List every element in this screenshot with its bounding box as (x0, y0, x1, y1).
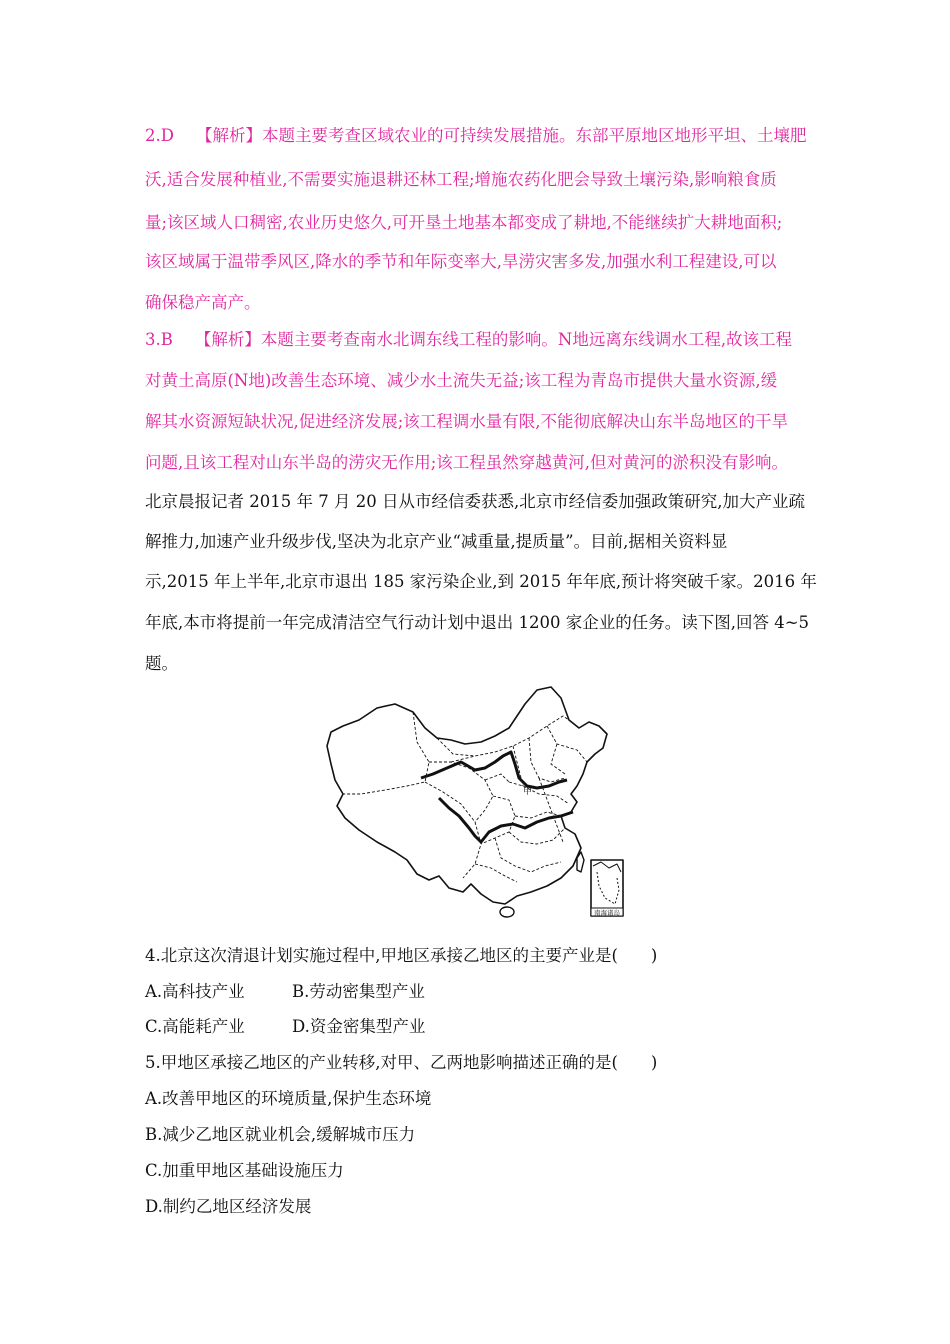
answer-3-number: 3.B (145, 330, 173, 349)
answer-3-text-1: 本题主要考查南水北调东线工程的影响。N地远离东线调水工程,故该工程 (260, 330, 793, 349)
answer-2-number: 2.D (145, 126, 174, 145)
answer-2-text-5: 确保稳产高产。 (145, 293, 261, 312)
answer-2-tag: 【解析】 (195, 126, 262, 145)
china-outline (327, 687, 607, 904)
answer-3-text-2: 对黄土高原(N地)改善生态环境、减少水土流失无益;该工程为青岛市提供大量水资源,缓 (145, 371, 778, 390)
answer-3-text-4: 问题,且该工程对山东半岛的涝灾无作用;该工程虽然穿越黄河,但对黄河的淤积没有影响。 (145, 453, 789, 472)
boundary-dongbei (547, 726, 587, 774)
answer-3-line-1 (145, 329, 825, 351)
q4-option-b[interactable]: B.劳动密集型产业 (292, 982, 425, 1001)
china-map (325, 682, 635, 922)
q4-row-1 (145, 981, 825, 1003)
answer-3-text-3: 解其水资源短缺状况,促进经济发展;该工程调水量有限,不能彻底解决山东半岛地区的干旱 (145, 412, 789, 431)
answer-2-text-4: 该区域属于温带季风区,降水的季节和年际变率大,旱涝灾害多发,加强水利工程建设,可以 (145, 252, 777, 271)
q4-stem: 4.北京这次清退计划实施过程中,甲地区承接乙地区的主要产业是( ) (145, 946, 658, 965)
answer-2-text-2: 沃,适合发展种植业,不需要实施退耕还林工程;增施农药化肥会导致土壤污染,影响粮食质 (145, 170, 777, 189)
map-label-jia: 甲 (523, 787, 533, 797)
q5-stem: 5.甲地区承接乙地区的产业转移,对甲、乙两地影响描述正确的是( ) (145, 1053, 658, 1072)
inset-label: 南海诸岛 (594, 909, 620, 917)
q5-option-b[interactable]: B.减少乙地区就业机会,缓解城市压力 (145, 1125, 416, 1144)
q4-option-d[interactable]: D.资金密集型产业 (292, 1017, 426, 1036)
boundary-xinjiang (343, 712, 429, 794)
boundary-xizang (425, 782, 481, 878)
passage-line-1: 北京晨报记者 2015 年 7 月 20 日从市经信委获悉,北京市经信委加强政策研究,加大产业疏 (145, 492, 805, 511)
passage-line-4: 年底,本市将提前一年完成清洁空气行动计划中退出 1200 家企业的任务。读下图,回答 4~5 (145, 613, 810, 632)
yellow-river (421, 752, 567, 788)
boundary-neimeng (437, 716, 569, 756)
yangtze-river (439, 798, 573, 842)
answer-2-text-1: 本题主要考查区域农业的可持续发展措施。东部平原地区地形平坦、土壤肥 (261, 126, 807, 145)
passage-line-5: 题。 (145, 654, 178, 673)
hainan-island (500, 907, 514, 917)
boundary-south (475, 828, 565, 882)
passage-line-3: 示,2015 年上半年,北京市退出 185 家污染企业,到 2015 年年底,预计将突破千家。2016 年 (145, 572, 817, 591)
inset-dashline (597, 872, 619, 904)
q4-option-c[interactable]: C.高能耗产业 (145, 1017, 245, 1036)
q5-option-a[interactable]: A.改善甲地区的环境质量,保护生态环境 (145, 1089, 432, 1108)
answer-2-text-3: 量;该区域人口稠密,农业历史悠久,可开垦土地基本都变成了耕地,不能继续扩大耕地面积; (145, 213, 783, 232)
answer-2-line-1 (145, 125, 825, 147)
q4-row-2 (145, 1016, 825, 1038)
q4-option-a[interactable]: A.高科技产业 (145, 982, 245, 1001)
answer-3-tag: 【解析】 (194, 330, 261, 349)
q5-option-d[interactable]: D.制约乙地区经济发展 (145, 1197, 312, 1216)
passage-line-2: 解推力,加速产业升级步伐,坚决为北京产业“减重量,提质量”。目前,据相关资料显 (145, 532, 728, 551)
q5-option-c[interactable]: C.加重甲地区基础设施压力 (145, 1161, 344, 1180)
inset-coast (593, 862, 621, 872)
